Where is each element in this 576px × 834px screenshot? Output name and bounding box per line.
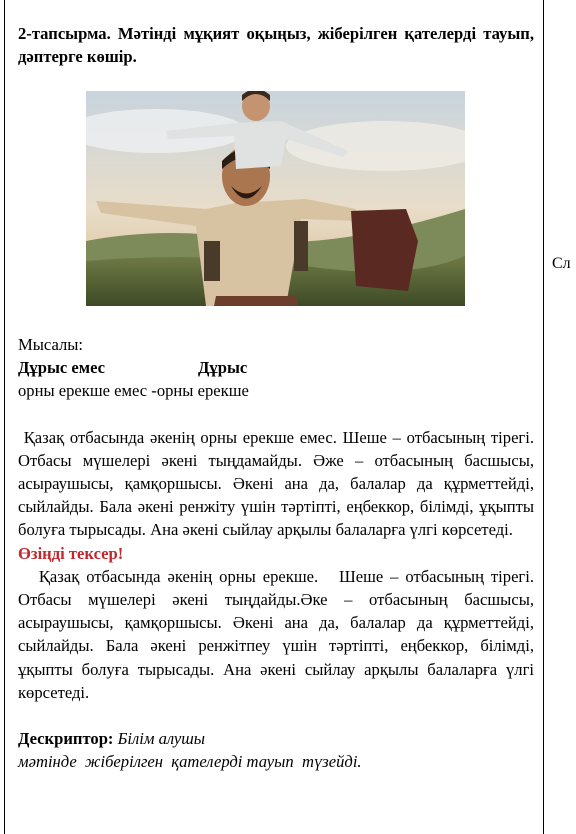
example-label: Мысалы: [18,335,84,354]
exercise-body [18,333,539,773]
task-title: 2-тапсырма. Мәтінді мұқият оқыңыз, жіберілген қателерді тауып, дәптерге көшір. [18,24,534,66]
spacer [18,403,534,426]
side-cut-text: Сл [552,255,571,272]
example-line: орны ерекше емес -орны ерекше [18,381,249,401]
descriptor-line2: мәтінде жіберілген қателерді тауып түзейді. [18,752,362,772]
task-block [18,22,534,68]
spacer [18,704,534,727]
descriptor-text1: Білім алушы [113,729,206,749]
col-right-label: Дұрыс [198,358,248,378]
check-heading: Өзіңді тексер! [18,543,124,563]
family-photo [86,91,465,306]
col-wrong-label: Дұрыс емес [18,358,106,378]
correct-text: Қазақ отбасында әкенің орны ерекше. Шеше – отбасының тірегі. Отбасы мүшелері әкені тыңдайды.Әке – отбасының басшысы, асыраушысы, қамқоршысы. Әкені ана да, балалар да құрметтейді, сыйлайды. Бала әкені ренжітпеу үшін тәртіпті, еңбеккор, білімді, ұқыпты болуға тырысады. Ана әкені сыйлау арқылы балаларға үлгі көрсетеді. [18,566,539,702]
descriptor-line1 [18,727,534,750]
descriptor-label: Дескриптор: [18,729,114,749]
page-border-right [543,0,544,834]
example-header [18,356,534,379]
page-border-left [4,0,5,834]
text-with-errors: Қазақ отбасында әкенің орны ерекше емес. Шеше – отбасының тірегі. Отбасы мүшелері әкені тыңдамайды. Әже – отбасының басшысы, асыраушысы, қамқоршысы. Әкені ана да, балалар да құрметтейді, сыйлайды. Бала әкені ренжіту үшін тәртіпті, еңбеккор, білімді, ұқыпты болуға тырысады. Ана әкені сыйлау арқылы балаларға үлгі көрсетеді. [18,427,539,540]
